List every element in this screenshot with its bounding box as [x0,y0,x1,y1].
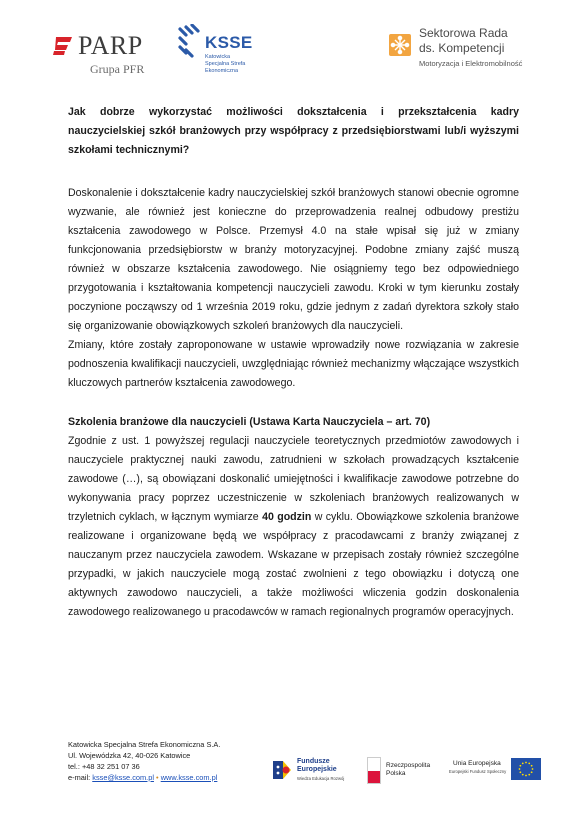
ksse-logo [177,24,257,80]
paragraph-regulation-part: w cyklu. Obowiązkowe szkolenia branżowe realizowane i organizowane będą we współpracy z pracodawcami z branży związanej z nauczanym przez nauczyciela zawodem. Wskazane w przepisach zostały również szczególne przypadki, w jakich nauczyciele mogą zostać zwolnieni z tego obowiązku i dotyczą one aktywnych zawodowo nauczycieli, a także możliwości wliczenia godzin doskonalenia zawodowego realizowanego u pracodawców w ramach regionalnych programów operacyjnych. [68,511,519,618]
eu-star [519,768,521,770]
paragraph-intro: Doskonalenie i dokształcenie kadry nauczycielskiej szkół branżowych stanowi obecnie ogromne wyzwanie, ale również jest konieczne do przeprowadzenia realnej odbudowy prestiżu kształcenia zawodowego w Polsce. Przemysł 4.0 na stałe wpisał się już w zmiany funkcjonowania przedsiębiorstw w branży motoryzacyjnej. Podobne zmiany zajść muszą również w obszarze kształcenia zawodowego. Nie osiągniemy tego bez odpowiedniego przygotowania i kształtowania kompetencji nauczycieli zawodu. Kroki w tym kierunku zostały poczynione począwszy od 1 września 2019 roku, gdzie jednym z zadań dyrektora szkoły stało się organizowanie obowiązkowych szkoleń branżowych dla nauczycieli. [68,187,519,332]
ksse-subtitle-line: Specjalna Strefa [205,61,246,67]
fundusze-line2: Europejskie [297,766,337,773]
fundusze-europejskie-mark-icon [270,757,294,783]
footer-contact [68,739,268,783]
fundusze-europejskie-logo [270,757,356,785]
parp-mark-icon [52,36,74,56]
rp-line2: Polska [386,770,406,777]
sektorowa-rada-line3: Motoryzacja i Elektromobilność [419,59,523,68]
ksse-subtitle [205,54,265,75]
eu-star [525,775,527,777]
fundusze-line1: Fundusze [297,758,330,765]
parp-logo [52,31,164,78]
question-heading: Jak dobrze wykorzystać możliwości dokształcenia i przekształcenia kadry nauczycielskiej szkół branżowych przy współpracy z przedsiębiorstwami lub/i wyższymi szkołami technicznymi? [68,106,519,156]
sektorowa-rada-line2: ds. Kompetencji [419,41,505,55]
ksse-mark-icon [177,24,207,64]
ksse-name: KSSE [205,33,253,52]
eu-star [531,771,533,773]
eu-star [532,768,534,770]
rp-line1: Rzeczpospolita [386,762,431,769]
parp-name: PARP [78,31,143,60]
eu-star [519,765,521,767]
footer-email-link[interactable]: ksse@ksse.com.pl [92,773,154,782]
footer-phone [68,761,268,772]
document-body [68,103,519,622]
paragraph-regulation [68,432,519,622]
unia-europejska-logo [449,757,541,783]
footer-org: Katowicka Specjalna Strefa Ekonomiczna S.A. [68,740,221,749]
eu-flag-icon [511,758,541,780]
ue-line2: Europejski Fundusz Społeczny [449,769,507,774]
eu-star [528,774,530,776]
rzeczpospolita-polska-logo [367,757,437,785]
fundusze-line3: Wiedza Edukacja Rozwój [297,776,345,781]
sektorowa-rada-mark-icon [389,34,411,56]
paragraph-regulation-part: Zgodnie z ust. 1 powyższej regulacji nauczyciele teoretycznych przedmiotów zawodowych i nauczyciele praktycznej nauki zawodu, zatrudnieni w szkołach prowadzących kształcenie zawodowe (…), są obowiązani doskonalić umiejętności i kwalifikacje zawodowe potrzebne do wykonywania pracy poprzez uczestniczenie w szkoleniach branżowych realizowanych w trzyletnich cyklach, w łącznym wymiarze [68,435,519,523]
footer-phone-label: tel.: [68,762,80,771]
section-heading: Szkolenia branżowe dla nauczycieli (Ustawa Karta Nauczyciela – art. 70) [68,416,431,428]
eu-star [525,762,527,764]
footer-phone-number: +48 32 251 07 36 [81,762,140,771]
eu-star [522,762,524,764]
footer-email-label: e-mail: [68,773,91,782]
parp-group: Grupa PFR [90,62,145,76]
eu-star [531,765,533,767]
ue-line1: Unia Europejska [453,760,501,767]
eu-star [519,771,521,773]
paragraph-changes: Zmiany, które zostały zaproponowane w ustawie wprowadziły nowe rozwiązania w zakresie podnoszenia kwalifikacji nauczycieli, uwzględniając również mechanizmy włączające wszystkich kluczowych partnerów kształcenia zawodowego. [68,339,519,389]
footer-website-link[interactable]: www.ksse.com.pl [160,773,218,782]
ksse-subtitle-line: Katowicka [205,54,231,60]
eu-star [522,774,524,776]
footer-email-row [68,772,268,783]
sektorowa-rada-line1: Sektorowa Rada [419,26,508,40]
ksse-subtitle-line: Ekonomiczna [205,68,239,74]
eu-star [528,762,530,764]
polish-flag-icon [367,757,381,784]
paragraph-regulation-hours: 40 godzin [262,511,312,523]
footer-separator: • [156,773,159,782]
sektorowa-rada-logo [389,26,549,74]
footer-address: Ul. Wojewódzka 42, 40-026 Katowice [68,751,191,760]
